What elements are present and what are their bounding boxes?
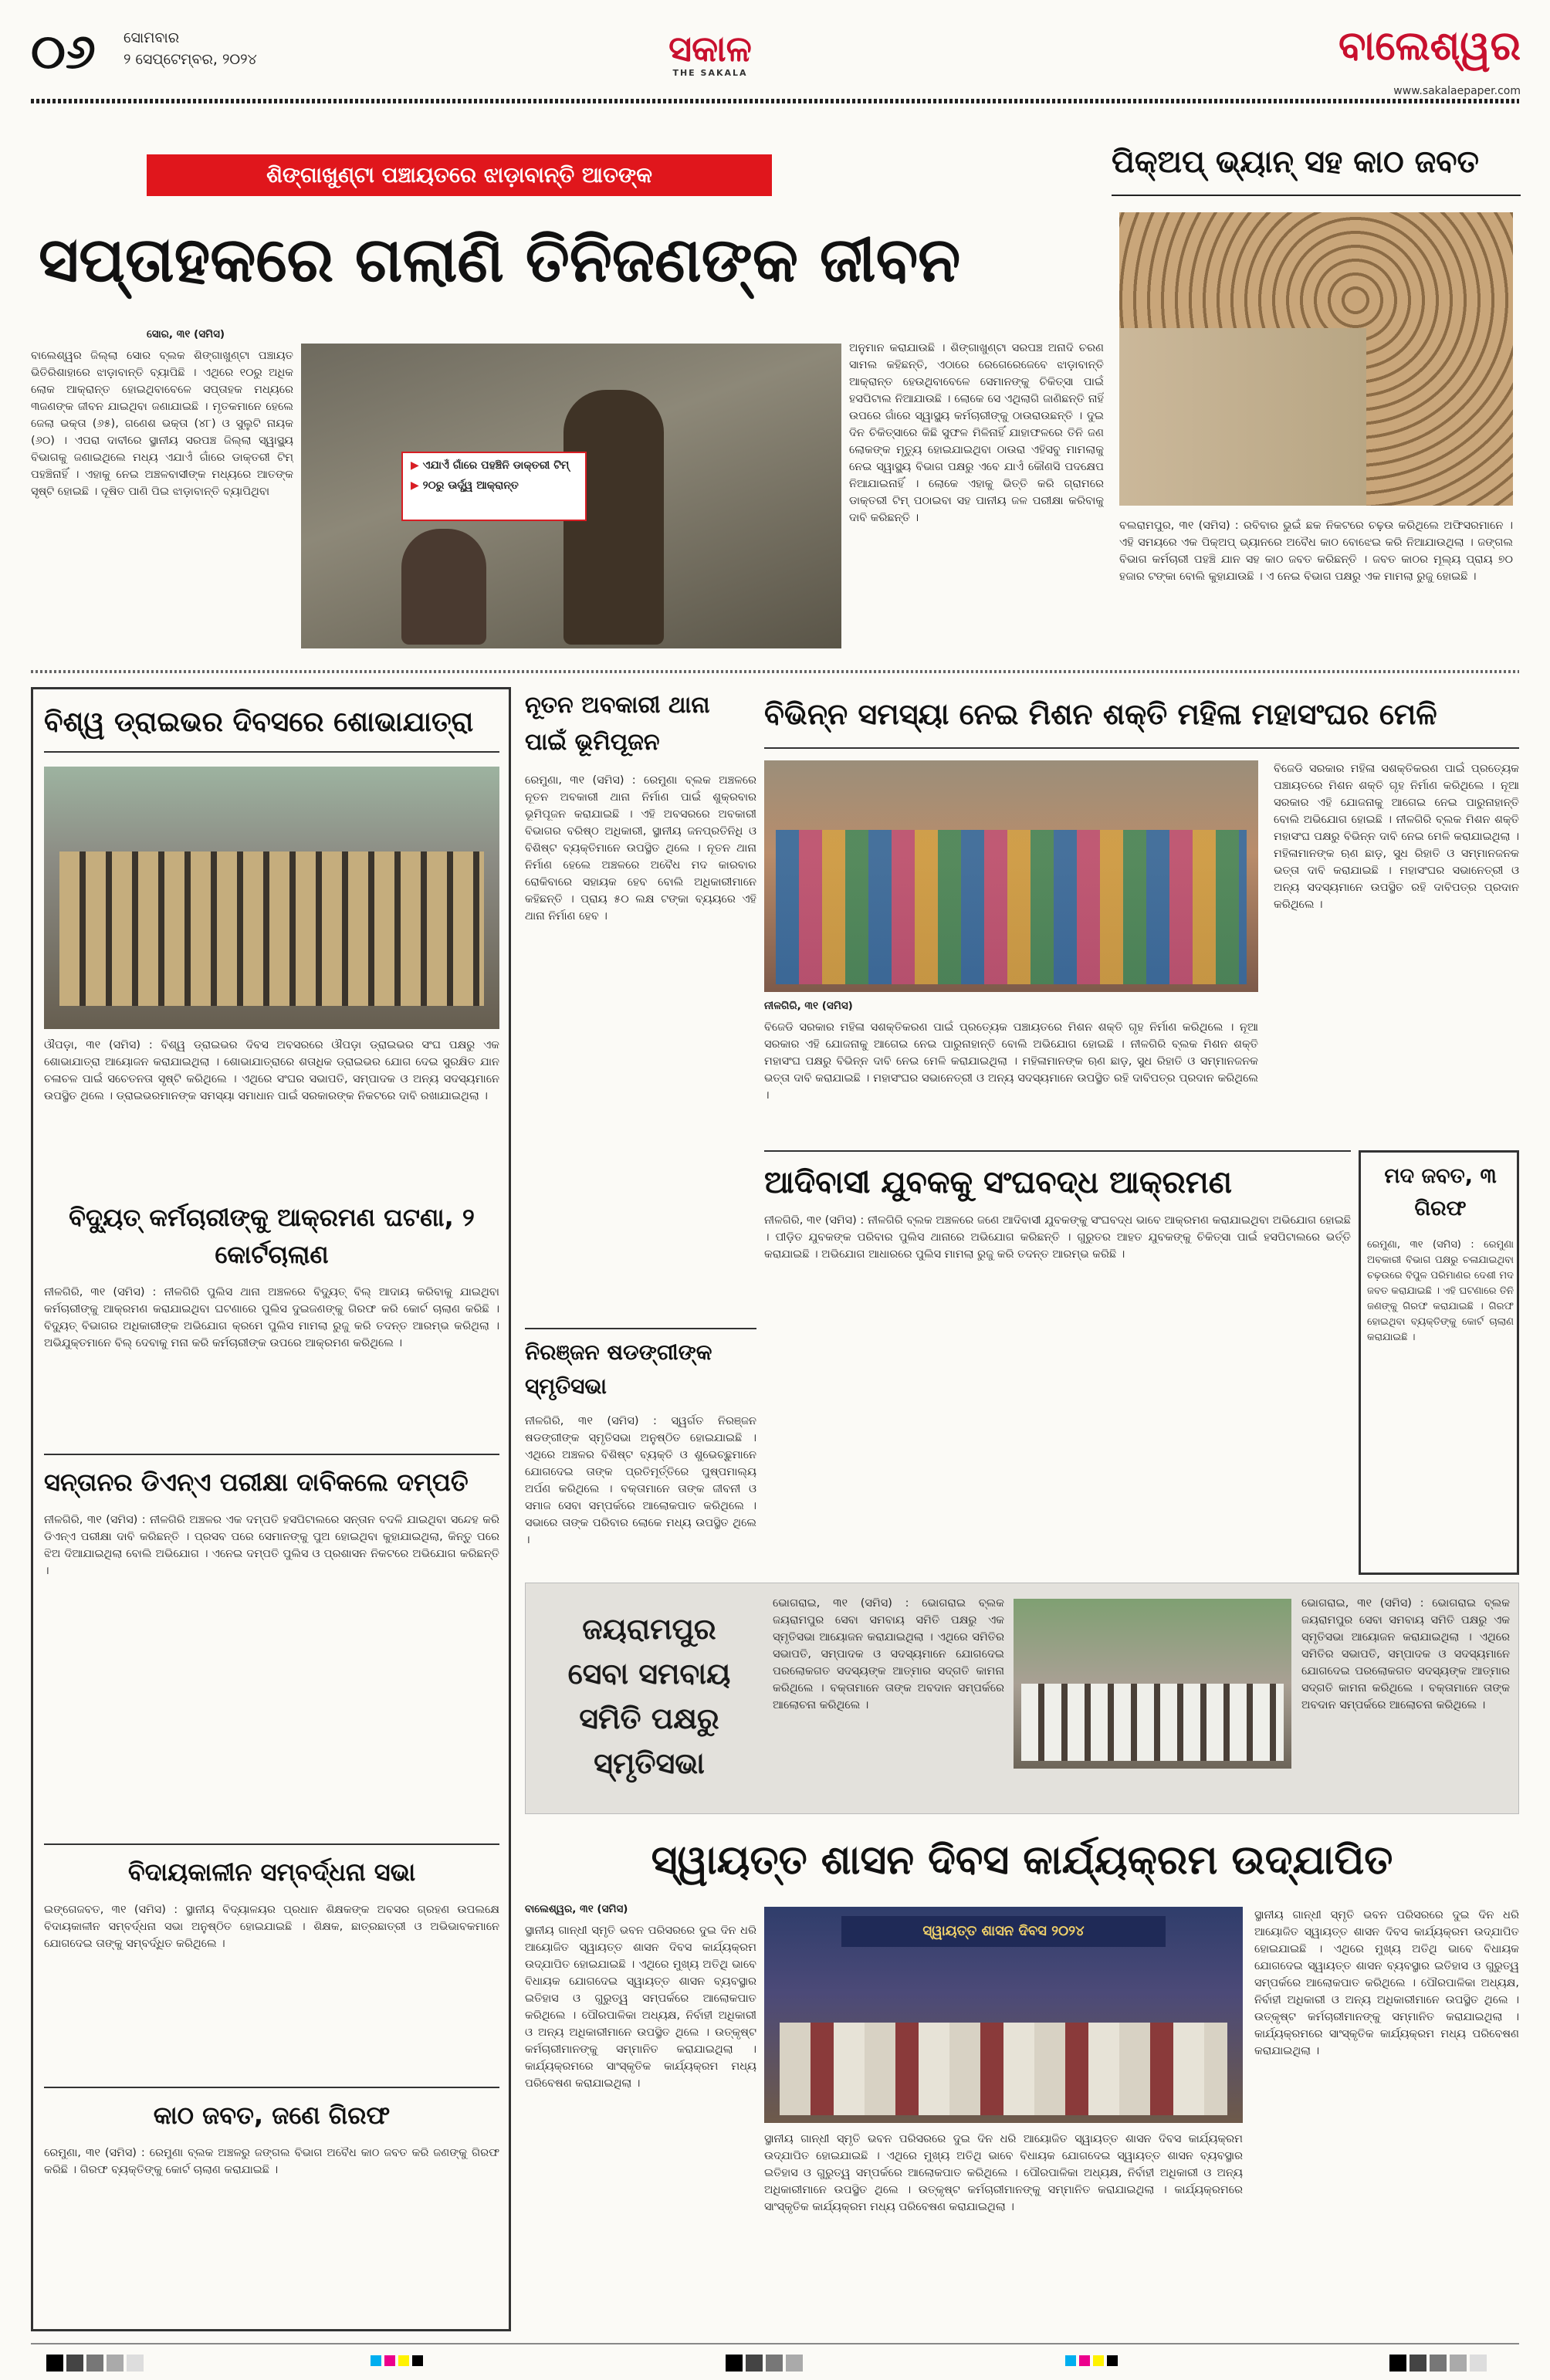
lead-body-right: ଅନୁମାନ କରାଯାଉଛି । ଶିଙ୍ଗାଖୁଣ୍ଟା ସରପଞ୍ଚ ଅନାଦି ଚରଣ ସାମଲ କହିଛନ୍ତି, ଏଠାରେ ରେଗେରେଜେବେ ଝାଡ଼ାବାନ୍ତି ଆକ୍ରାନ୍ତ ହେଉଥିବାବେଳେ ସେମାନଙ୍କୁ ଚିକିତ୍ସା ପାଇଁ ହସପିଟାଲ ନିଆଯାଉଛି । ଲୋକେ ସେ ଏଥିଲାଗି ଜାଣିଛନ୍ତି ନାହିଁ ଉପରେ ଗାଁରେ ସ୍ୱାସ୍ଥ୍ୟ କର୍ମଚାରୀଙ୍କୁ ଠାଉରାଉଛନ୍ତି । ଦୁଇ ଦିନ ଚିକିତ୍ସାରେ କିଛି ସୁଫଳ ମିଳିନାହିଁ ଯାହାଫଳରେ ତିନି ଜଣ ଲୋକଙ୍କ ମୃତ୍ୟୁ ହୋଇଯାଇଥିବା ଠାଉରା ଏହିସବୁ ମାମଲାକୁ ନେଇ ସ୍ୱାସ୍ଥ୍ୟ ବିଭାଗ ପକ୍ଷରୁ ଏବେ ଯାଏଁ କୌଣସି ପଦକ୍ଷେପ ନିଆଯାଇନାହିଁ । ଲୋକେ ଏହାକୁ ଭିତ୍ତି କରି ଗ୍ରାମରେ ଡାକ୍ତରୀ ଟିମ୍ ପଠାଇବା ସହ ପାନୀୟ ଜଳ ପରୀକ୍ଷା କରିବାକୁ ଦାବି କରିଛନ୍ତି ।	[849, 342, 1104, 524]
excise-body: ରେମୁଣା, ୩୧ (ସମିସ) : ରେମୁଣା ବ୍ଲକ ଅଞ୍ଚଳରେ ନୂତନ ଅବକାରୀ ଥାନା ନିର୍ମାଣ ପାଇଁ ଶୁକ୍ରବାର ଭୂମିପୂଜନ କରାଯାଇଛି । ଏହି ଅବସରରେ ଅବକାରୀ ବିଭାଗର ବରିଷ୍ଠ ଅଧିକାରୀ, ସ୍ଥାନୀୟ ଜନପ୍ରତିନିଧି ଓ ବିଶିଷ୍ଟ ବ୍ୟକ୍ତିମାନେ ଉପସ୍ଥିତ ଥିଲେ । ନୂତନ ଥାନା ନିର୍ମାଣ ହେଲେ ଅଞ୍ଚଳରେ ଅବୈଧ ମଦ କାରବାର ରୋକିବାରେ ସହାୟକ ହେବ ବୋଲି ଅଧିକାରୀମାନେ କହିଛନ୍ତି । ପ୍ରାୟ ୫୦ ଲକ୍ଷ ଟଙ୍କା ବ୍ୟୟରେ ଏହି ଥାନା ନିର୍ମାଣ ହେବ ।	[525, 774, 756, 923]
lead-photo	[301, 344, 841, 648]
registration-bar-right	[1389, 2355, 1490, 2375]
mission-body-side: ବିଜେଡି ସରକାର ମହିଳା ସଶକ୍ତିକରଣ ପାଇଁ ପ୍ରତ୍ୟେକ ପଞ୍ଚାୟତରେ ମିଶନ ଶକ୍ତି ଗୃହ ନିର୍ମାଣ କରିଥିଲେ । ନୂଆ ସରକାର ଏହି ଯୋଜନାକୁ ଆଗେଇ ନେଇ ପାରୁନାହାନ୍ତି ବୋଲି ଅଭିଯୋଗ ହୋଇଛି । ନୀଳଗିରି ବ୍ଲକ ମିଶନ ଶକ୍ତି ମହାସଂଘ ପକ୍ଷରୁ ବିଭିନ୍ନ ଦାବି ନେଇ ମେଳି କରାଯାଇଥିଲା । ମହିଳାମାନଙ୍କ ଋଣ ଛାଡ଼, ସୁଧ ରିହାତି ଓ ସମ୍ମାନଜନକ ଭତ୍ତା ଦାବି କରାଯାଇଛି । ମହାସଂଘର ସଭାନେତ୍ରୀ ଓ ଅନ୍ୟ ସଦସ୍ୟମାନେ ଉପସ୍ଥିତ ରହି ଦାବିପତ୍ର ପ୍ରଦାନ କରିଥିଲେ ।	[1274, 763, 1519, 911]
website-url[interactable]: www.sakalaepaper.com	[1393, 85, 1521, 97]
top-divider	[31, 670, 1519, 673]
coop-title-line1: ଜୟରାମପୁର	[582, 1612, 716, 1646]
driver-photo	[44, 767, 499, 1029]
excise-headline: ନୂତନ ଅବକାରୀ ଥାନା ପାଇଁ ଭୂମିପୂଜନ	[525, 692, 710, 756]
footer-rule	[31, 2343, 1519, 2344]
photo-bullet-box	[401, 452, 587, 521]
liquor-body: ରେମୁଣା, ୩୧ (ସମିସ) : ରେମୁଣା ଅବକାରୀ ବିଭାଗ ପକ୍ଷରୁ ଚଳାଯାଇଥିବା ଚଢ଼ଉରେ ବିପୁଳ ପରିମାଣର ଦେଶୀ ମଦ ଜବତ କରାଯାଇଛି । ଏହି ଘଟଣାରେ ତିନି ଜଣଙ୍କୁ ଗିରଫ କରାଯାଇଛି । ଗିରଫ ହୋଇଥିବା ବ୍ୟକ୍ତିଙ୍କୁ କୋର୍ଟ ଚାଲାଣ କରାଯାଇଛି ।	[1367, 1239, 1514, 1343]
niranjan-rule	[525, 1328, 756, 1329]
registration-bar-center	[726, 2355, 806, 2375]
adivasi-rule	[764, 1150, 1351, 1152]
lead-body-left: ବାଲେଶ୍ୱର ଜିଲ୍ଲା ସୋର ବ୍ଲକ ଶିଙ୍ଗାଖୁଣ୍ଟା ପଞ୍ଚାୟତ ଭିତିରିଶାହାରେ ଝାଡ଼ାବାନ୍ତି ବ୍ୟାପିଛି । ଏଥିରେ ୧୦ରୁ ଅଧିକ ଲୋକ ଆକ୍ରାନ୍ତ ହୋଇଥିବାବେଳେ ସପ୍ତାହକ ମଧ୍ୟରେ ୩ଜଣଙ୍କ ଜୀବନ ଯାଇଥିବା ଜଣାଯାଇଛି । ମୃତକମାନେ ହେଲେ ଜେଲା ଭକ୍ତା (୬୫), ଗଣେଶ ଭକ୍ତା (୪୮) ଓ ସୁଲୁଟି ନାୟକ (୬୦) । ଏପରା ଦାବୀରେ ସ୍ଥାନୀୟ ସରପଞ୍ଚ ଜିଲ୍ଲା ସ୍ୱାସ୍ଥ୍ୟ ବିଭାଗକୁ ଜଣାଇଥିଲେ ମଧ୍ୟ ଏଯାଏଁ ଗାଁରେ ଡାକ୍ତରୀ ଟିମ୍ ପହଞ୍ଚିନାହିଁ । ଏହାକୁ ନେଇ ଅଞ୍ଚଳବାସୀଙ୍କ ମଧ୍ୟରେ ଆତଙ୍କ ସୃଷ୍ଟି ହୋଇଛି । ଦୂଷିତ ପାଣି ପିଇ ଝାଡ଼ାବାନ୍ତି ବ୍ୟାପିଥିବା	[31, 350, 293, 498]
mission-story	[764, 687, 1519, 1135]
wood-headline: କାଠ ଜବତ, ଜଣେ ଗିରଫ	[153, 2101, 391, 2130]
bullet-1: ▶ ଏଯାଏଁ ଗାଁରେ ପହଞ୍ଚିନି ଡାକ୍ତରୀ ଟିମ୍	[411, 459, 570, 472]
wood-body: ରେମୁଣା, ୩୧ (ସମିସ) : ରେମୁଣା ବ୍ଲକ ଅଞ୍ଚଳରୁ ଜଙ୍ଗଲ ବିଭାଗ ଅବୈଧ କାଠ ଜବତ କରି ଜଣଙ୍କୁ ଗିରଫ କରିଛି । ଗିରଫ ବ୍ୟକ୍ତିଙ୍କୁ କୋର୍ଟ ଚାଲାଣ କରାଯାଇଛି ।	[44, 2147, 499, 2176]
selfgov-body-left: ସ୍ଥାନୀୟ ଗାନ୍ଧୀ ସ୍ମୃତି ଭବନ ପରିସରରେ ଦୁଇ ଦିନ ଧରି ଆୟୋଜିତ ସ୍ୱାୟତ୍ତ ଶାସନ ଦିବସ କାର୍ଯ୍ୟକ୍ରମ ଉଦ୍‌ଯାପିତ ହୋଇଯାଇଛି । ଏଥିରେ ମୁଖ୍ୟ ଅତିଥି ଭାବେ ବିଧାୟକ ଯୋଗଦେଇ ସ୍ୱାୟତ୍ତ ଶାସନ ବ୍ୟବସ୍ଥାର ଇତିହାସ ଓ ଗୁରୁତ୍ୱ ସମ୍ପର୍କରେ ଆଲୋକପାତ କରିଥିଲେ । ପୌରପାଳିକା ଅଧ୍ୟକ୍ଷ, ନିର୍ବାହୀ ଅଧିକାରୀ ଓ ଅନ୍ୟ ଅଧିକାରୀମାନେ ଉପସ୍ଥିତ ଥିଲେ । ଉତ୍କୃଷ୍ଟ କର୍ମଚାରୀମାନଙ୍କୁ ସମ୍ମାନିତ କରାଯାଇଥିଲା । କାର୍ଯ୍ୟକ୍ରମରେ ସାଂସ୍କୃତିକ କାର୍ଯ୍ୟକ୍ରମ ମଧ୍ୟ ପରିବେଷଣ କରାଯାଇଥିଲା ।	[525, 1925, 756, 2090]
adivasi-story	[764, 1150, 1351, 1567]
dna-body: ନୀଳଗିରି, ୩୧ (ସମିସ) : ନୀଳଗିରି ଅଞ୍ଚଳର ଏକ ଦମ୍ପତି ହସପିଟାଲରେ ସନ୍ତାନ ବଦଳି ଯାଇଥିବା ସନ୍ଦେହ କରି ଡିଏନ୍‌ଏ ପରୀକ୍ଷା ଦାବି କରିଛନ୍ତି । ପ୍ରସବ ପରେ ସେମାନଙ୍କୁ ପୁଅ ହୋଇଥିବା କୁହାଯାଇଥିଲା, କିନ୍ତୁ ପରେ ଝିଅ ଦିଆଯାଇଥିଲା ବୋଲି ଅଭିଯୋଗ । ଏନେଇ ଦମ୍ପତି ପୁଲିସ ଓ ପ୍ରଶାସନ ନିକଟରେ ଅଭିଯୋଗ କରିଛନ୍ତି ।	[44, 1514, 499, 1577]
dna-rule	[44, 1454, 499, 1455]
selfgov-headline: ସ୍ୱାୟତ୍ତ ଶାସନ ଦିବସ କାର୍ଯ୍ୟକ୍ରମ ଉଦ୍‌ଯାପିତ	[651, 1837, 1393, 1884]
liquor-box	[1359, 1150, 1519, 1575]
farewell-headline: ବିଦାୟକାଳୀନ ସମ୍ବର୍ଦ୍ଧନା ସଭା	[127, 1857, 416, 1887]
electric-headline: ବିଦ୍ୟୁତ୍ କର୍ମଚାରୀଙ୍କୁ ଆକ୍ରମଣ ଘଟଣା, ୨ କୋର୍ଟଚାଲାଣ	[69, 1203, 475, 1269]
photo-women	[776, 830, 1247, 984]
selfgov-banner	[841, 1916, 1166, 1947]
dna-headline: ସନ୍ତାନର ଡିଏନ୍‌ଏ ପରୀକ୍ଷା ଦାବିକଲେ ଦମ୍ପତି	[44, 1468, 469, 1497]
pickup-photo	[1119, 212, 1513, 506]
liquor-headline: ମଦ ଜବତ, ୩ ଗିରଫ	[1384, 1164, 1497, 1220]
coop-title-line4: ସ୍ମୃତିସଭା	[594, 1746, 705, 1780]
farewell-body: ଇଙ୍ଗେଜବତ, ୩୧ (ସମିସ) : ସ୍ଥାନୀୟ ବିଦ୍ୟାଳୟର ପ୍ରଧାନ ଶିକ୍ଷକଙ୍କ ଅବସର ଗ୍ରହଣ ଉପଲକ୍ଷେ ବିଦାୟକାଳୀନ ସମ୍ବର୍ଦ୍ଧନା ସଭା ଅନୁଷ୍ଠିତ ହୋଇଯାଇଛି । ଶିକ୍ଷକ, ଛାତ୍ରଛାତ୍ରୀ ଓ ଅଭିଭାବକମାନେ ଯୋଗଦେଇ ତାଙ୍କୁ ସମ୍ବର୍ଦ୍ଧିତ କରିଥିଲେ ।	[44, 1904, 499, 1950]
lead-kicker	[147, 154, 772, 196]
photo-stage	[780, 2023, 1227, 2115]
photo-figure-woman	[401, 529, 486, 645]
registration-bar-left	[46, 2355, 147, 2375]
selfgov-photo	[764, 1907, 1243, 2123]
driver-body: ଔପଡ଼ା, ୩୧ (ସମିସ) : ବିଶ୍ୱ ଡ୍ରାଇଭର ଦିବସ ଅବସରରେ ଔପଡ଼ା ଡ୍ରାଇଭର ସଂଘ ପକ୍ଷରୁ ଏକ ଶୋଭାଯାତ୍ରା ଆୟୋଜନ କରାଯାଇଥିଲା । ଶୋଭାଯାତ୍ରାରେ ଶତାଧିକ ଡ୍ରାଇଭର ଯୋଗ ଦେଇ ସୁରକ୍ଷିତ ଯାନ ଚଳାଚଳ ପାଇଁ ସଚେତନତା ସୃଷ୍ଟି କରିଥିଲେ । ଏଥିରେ ସଂଘର ସଭାପତି, ସମ୍ପାଦକ ଓ ଅନ୍ୟ ସଦସ୍ୟମାନେ ଉପସ୍ଥିତ ଥିଲେ । ଡ୍ରାଇଭରମାନଙ୍କ ସମସ୍ୟା ସମାଧାନ ପାଇଁ ସରକାରଙ୍କ ନିକଟରେ ଦାବି ରଖାଯାଇଥିଲା ।	[44, 1039, 499, 1102]
pickup-headline: ପିକ୍‌ଅପ୍ ଭ୍ୟାନ୍ ସହ କାଠ ଜବତ	[1112, 144, 1480, 180]
cooperative-box	[525, 1583, 1519, 1814]
excise-story	[525, 687, 756, 1567]
lead-dateline: ସୋର, ୩୧ (ସମିସ)	[147, 328, 225, 340]
lead-headline: ସପ୍ତାହକରେ ଗଲାଣି ତିନିଜଣଙ୍କ ଜୀବନ	[39, 224, 961, 296]
pickup-body: ବଲରାମପୁର, ୩୧ (ସମିସ) : ରବିବାର ଭୁଇଁ ଛକ ନିକଟରେ ଚଢ଼ଉ କରିଥିଲେ ଅଫିସରମାନେ । ଏହି ସମୟରେ ଏକ ପିକ୍‌ଅପ୍ ଭ୍ୟାନରେ ଅବୈଧ କାଠ ବୋଝେଇ କରି ନିଆଯାଉଥିଲା । ଜଙ୍ଗଲ ବିଭାଗ କର୍ମଚାରୀ ପହଞ୍ଚି ଯାନ ସହ କାଠ ଜବତ କରିଛନ୍ତି । ଜବତ କାଠର ମୂଲ୍ୟ ପ୍ରାୟ ୭୦ ହଜାର ଟଙ୍କା ବୋଲି କୁହାଯାଉଛି । ଏ ନେଇ ବିଭାଗ ପକ୍ଷରୁ ଏକ ମାମଲା ରୁଜୁ ହୋଇଛି ।	[1119, 520, 1513, 583]
bullet-1-text: ଏଯାଏଁ ଗାଁରେ ପହଞ୍ଚିନି ଡାକ୍ତରୀ ଟିମ୍	[422, 459, 570, 472]
masthead-rule	[31, 99, 1519, 103]
selfgov-body-right: ସ୍ଥାନୀୟ ଗାନ୍ଧୀ ସ୍ମୃତି ଭବନ ପରିସରରେ ଦୁଇ ଦିନ ଧରି ଆୟୋଜିତ ସ୍ୱାୟତ୍ତ ଶାସନ ଦିବସ କାର୍ଯ୍ୟକ୍ରମ ଉଦ୍‌ଯାପିତ ହୋଇଯାଇଛି । ଏଥିରେ ମୁଖ୍ୟ ଅତିଥି ଭାବେ ବିଧାୟକ ଯୋଗଦେଇ ସ୍ୱାୟତ୍ତ ଶାସନ ବ୍ୟବସ୍ଥାର ଇତିହାସ ଓ ଗୁରୁତ୍ୱ ସମ୍ପର୍କରେ ଆଲୋକପାତ କରିଥିଲେ । ପୌରପାଳିକା ଅଧ୍ୟକ୍ଷ, ନିର୍ବାହୀ ଅଧିକାରୀ ଓ ଅନ୍ୟ ଅଧିକାରୀମାନେ ଉପସ୍ଥିତ ଥିଲେ । ଉତ୍କୃଷ୍ଟ କର୍ମଚାରୀମାନଙ୍କୁ ସମ୍ମାନିତ କରାଯାଇଥିଲା । କାର୍ଯ୍ୟକ୍ରମରେ ସାଂସ୍କୃତିକ କାର୍ଯ୍ୟକ୍ରମ ମଧ୍ୟ ପରିବେଷଣ କରାଯାଇଥିଲା ।	[1254, 1909, 1519, 2057]
page-number: ୦୬	[31, 23, 96, 80]
cooperative-photo	[1014, 1599, 1291, 1769]
adivasi-body: ନୀଳଗିରି, ୩୧ (ସମିସ) : ନୀଳଗିରି ବ୍ଲକ ଅଞ୍ଚଳରେ ଜଣେ ଆଦିବାସୀ ଯୁବକଙ୍କୁ ସଂଘବଦ୍ଧ ଭାବେ ଆକ୍ରମଣ କରାଯାଇଥିବା ଅଭିଯୋଗ ହୋଇଛି । ପୀଡ଼ିତ ଯୁବକଙ୍କ ପରିବାର ପୁଲିସ ଥାନାରେ ଅଭିଯୋଗ କରିଛନ୍ତି । ଗୁରୁତର ଆହତ ଯୁବକଙ୍କୁ ଚିକିତ୍ସା ପାଇଁ ହସପିଟାଲରେ ଭର୍ତ୍ତି କରାଯାଇଛି । ଅଭିଯୋଗ ଆଧାରରେ ପୁଲିସ ମାମଲା ରୁଜୁ କରି ତଦନ୍ତ ଆରମ୍ଭ କରିଛି ।	[764, 1214, 1351, 1261]
mission-dateline: ନୀଳଗିରି, ୩୧ (ସମିସ)	[764, 1000, 853, 1012]
coop-title-line3: ସମିତି ପକ୍ଷରୁ	[579, 1701, 719, 1735]
electric-body: ନୀଳଗିରି, ୩୧ (ସମିସ) : ନୀଳଗିରି ପୁଲିସ ଥାନା ଅଞ୍ଚଳରେ ବିଦ୍ୟୁତ୍ ବିଲ୍ ଆଦାୟ କରିବାକୁ ଯାଇଥିବା କର୍ମଚାରୀଙ୍କୁ ଆକ୍ରମଣ କରାଯାଇଥିବା ଘଟଣାରେ ପୁଲିସ ଦୁଇଜଣଙ୍କୁ ଗିରଫ କରି କୋର୍ଟ ଚାଲାଣ କରିଛି । ବିଦ୍ୟୁତ୍ ବିଭାଗର ଅଧିକାରୀଙ୍କ ଅଭିଯୋଗ କ୍ରମେ ପୁଲିସ ମାମଲା ରୁଜୁ କରି ତଦନ୍ତ ଆରମ୍ଭ କରିଥିଲା । ଅଭିଯୁକ୍ତମାନେ ବିଲ୍ ଦେବାକୁ ମନା କରି କର୍ମଚାରୀଙ୍କ ଉପରେ ଆକ୍ରମଣ କରିଥିଲେ ।	[44, 1286, 499, 1349]
edition-name: ବାଲେଶ୍ୱର	[1338, 23, 1521, 69]
bullet-2: ▶ ୨୦ରୁ ଊର୍ଦ୍ଧ୍ୱ ଆକ୍ରାନ୍ତ	[411, 479, 519, 492]
coop-title-line2: ସେବା ସମବାୟ	[567, 1657, 731, 1691]
masthead	[0, 0, 1550, 104]
mission-body: ବିଜେଡି ସରକାର ମହିଳା ସଶକ୍ତିକରଣ ପାଇଁ ପ୍ରତ୍ୟେକ ପଞ୍ଚାୟତରେ ମିଶନ ଶକ୍ତି ଗୃହ ନିର୍ମାଣ କରିଥିଲେ । ନୂଆ ସରକାର ଏହି ଯୋଜନାକୁ ଆଗେଇ ନେଇ ପାରୁନାହାନ୍ତି ବୋଲି ଅଭିଯୋଗ ହୋଇଛି । ନୀଳଗିରି ବ୍ଲକ ମିଶନ ଶକ୍ତି ମହାସଂଘ ପକ୍ଷରୁ ବିଭିନ୍ନ ଦାବି ନେଇ ମେଳି କରାଯାଇଥିଲା । ମହିଳାମାନଙ୍କ ଋଣ ଛାଡ଼, ସୁଧ ରିହାତି ଓ ସମ୍ମାନଜନକ ଭତ୍ତା ଦାବି କରାଯାଇଛି । ମହାସଂଘର ସଭାନେତ୍ରୀ ଓ ଅନ୍ୟ ସଦସ୍ୟମାନେ ଉପସ୍ଥିତ ରହି ଦାବିପତ୍ର ପ୍ରଦାନ କରିଥିଲେ ।	[764, 1021, 1258, 1102]
bullet-2-text: ୨୦ରୁ ଊର୍ଦ୍ଧ୍ୱ ଆକ୍ରାନ୍ତ	[422, 479, 519, 492]
niranjan-body: ନୀଳଗିରି, ୩୧ (ସମିସ) : ସ୍ୱର୍ଗତ ନିରଞ୍ଜନ ଷଡଙ୍ଗୀଙ୍କ ସ୍ମୃତିସଭା ଅନୁଷ୍ଠିତ ହୋଇଯାଇଛି । ଏଥିରେ ଅଞ୍ଚଳର ବିଶିଷ୍ଟ ବ୍ୟକ୍ତି ଓ ଶୁଭେଚ୍ଛୁମାନେ ଯୋଗଦେଇ ତାଙ୍କ ପ୍ରତିମୂର୍ତ୍ତିରେ ପୁଷ୍ପମାଲ୍ୟ ଅର୍ପଣ କରିଥିଲେ । ବକ୍ତାମାନେ ତାଙ୍କ ଜୀବନୀ ଓ ସମାଜ ସେବା ସମ୍ପର୍କରେ ଆଲୋକପାତ କରିଥିଲେ । ସଭାରେ ତାଙ୍କ ପରିବାର ଲୋକେ ମଧ୍ୟ ଉପସ୍ଥିତ ଥିଲେ ।	[525, 1415, 756, 1546]
pickup-rule	[1112, 195, 1521, 196]
cooperative-body-right: ଭୋଗରାଇ, ୩୧ (ସମିସ) : ଭୋଗରାଇ ବ୍ଲକ ଜୟରାମପୁର ସେବା ସମବାୟ ସମିତି ପକ୍ଷରୁ ଏକ ସ୍ମୃତିସଭା ଆୟୋଜନ କରାଯାଇଥିଲା । ଏଥିରେ ସମିତିର ସଭାପତି, ସମ୍ପାଦକ ଓ ସଦସ୍ୟମାନେ ଯୋଗଦେଇ ପରଲୋକଗତ ସଦସ୍ୟଙ୍କ ଆତ୍ମାର ସଦ୍‌ଗତି କାମନା କରିଥିଲେ । ବକ୍ତାମାନେ ତାଙ୍କ ଅବଦାନ ସମ୍ପର୍କରେ ଆଲୋଚନା କରିଥିଲେ ।	[1301, 1597, 1510, 1711]
photo-officers	[1119, 328, 1366, 506]
cooperative-body-left: ଭୋଗରାଇ, ୩୧ (ସମିସ) : ଭୋଗରାଇ ବ୍ଲକ ଜୟରାମପୁର ସେବା ସମବାୟ ସମିତି ପକ୍ଷରୁ ଏକ ସ୍ମୃତିସଭା ଆୟୋଜନ କରାଯାଇଥିଲା । ଏଥିରେ ସମିତିର ସଭାପତି, ସମ୍ପାଦକ ଓ ସଦସ୍ୟମାନେ ଯୋଗଦେଇ ପରଲୋକଗତ ସଦସ୍ୟଙ୍କ ଆତ୍ମାର ସଦ୍‌ଗତି କାମନା କରିଥିଲେ । ବକ୍ତାମାନେ ତାଙ୍କ ଅବଦାନ ସମ୍ପର୍କରେ ଆଲୋଚନା କରିଥିଲେ ।	[773, 1597, 1004, 1711]
electric-headline-wrap	[44, 1199, 499, 1273]
selfgov-body-mid: ସ୍ଥାନୀୟ ଗାନ୍ଧୀ ସ୍ମୃତି ଭବନ ପରିସରରେ ଦୁଇ ଦିନ ଧରି ଆୟୋଜିତ ସ୍ୱାୟତ୍ତ ଶାସନ ଦିବସ କାର୍ଯ୍ୟକ୍ରମ ଉଦ୍‌ଯାପିତ ହୋଇଯାଇଛି । ଏଥିରେ ମୁଖ୍ୟ ଅତିଥି ଭାବେ ବିଧାୟକ ଯୋଗଦେଇ ସ୍ୱାୟତ୍ତ ଶାସନ ବ୍ୟବସ୍ଥାର ଇତିହାସ ଓ ଗୁରୁତ୍ୱ ସମ୍ପର୍କରେ ଆଲୋକପାତ କରିଥିଲେ । ପୌରପାଳିକା ଅଧ୍ୟକ୍ଷ, ନିର୍ବାହୀ ଅଧିକାରୀ ଓ ଅନ୍ୟ ଅଧିକାରୀମାନେ ଉପସ୍ଥିତ ଥିଲେ । ଉତ୍କୃଷ୍ଟ କର୍ମଚାରୀମାନଙ୍କୁ ସମ୍ମାନିତ କରାଯାଇଥିଲା । କାର୍ଯ୍ୟକ୍ରମରେ ସାଂସ୍କୃତିକ କାର୍ଯ୍ୟକ୍ରମ ମଧ୍ୟ ପରିବେଷଣ କରାଯାଇଥିଲା ।	[764, 2133, 1243, 2213]
paper-name: ସକାଳ	[668, 28, 752, 69]
masthead-date: ୨ ସେପ୍ଟେମ୍ବର, ୨୦୨୪	[124, 51, 257, 68]
photo-meeting	[1021, 1684, 1284, 1761]
wood-rule	[44, 2087, 499, 2088]
mission-photo	[764, 760, 1258, 992]
lead-kicker-text: ଶିଙ୍ଗାଖୁଣ୍ଟା ପଞ୍ଚାୟତରେ ଝାଡ଼ାବାନ୍ତି ଆତଙ୍କ	[266, 162, 652, 188]
paper-logo	[618, 29, 803, 78]
mission-rule	[764, 747, 1519, 749]
niranjan-headline: ନିରଞ୍ଜନ ଷଡଙ୍ଗୀଙ୍କ ସ୍ମୃତିସଭା	[525, 1339, 712, 1399]
paper-subname: THE SAKALA	[672, 68, 748, 78]
adivasi-headline: ଆଦିବାସୀ ଯୁବକକୁ ସଂଘବଦ୍ଧ ଆକ୍ରମଣ	[764, 1165, 1232, 1200]
mission-headline: ବିଭିନ୍ନ ସମସ୍ୟା ନେଇ ମିଶନ ଶକ୍ତି ମହିଳା ମହାସଂଘର ମେଳି	[764, 697, 1437, 731]
cooperative-title	[541, 1606, 757, 1786]
farewell-rule	[44, 1843, 499, 1845]
driver-rule	[44, 751, 499, 753]
lead-story	[31, 116, 1104, 656]
photo-crowd	[59, 851, 484, 1006]
selfgov-dateline: ବାଲେଶ୍ୱର, ୩୧ (ସମିସ)	[525, 1903, 628, 1915]
selfgov-banner-text: ସ୍ୱାୟତ୍ତ ଶାସନ ଦିବସ ୨୦୨୪	[922, 1923, 1085, 1939]
pickup-story	[1112, 139, 1521, 656]
registration-bar-center-right	[1065, 2355, 1121, 2369]
registration-bar-center-left	[371, 2355, 426, 2369]
masthead-day: ସୋମବାର	[124, 29, 180, 46]
left-column-box	[31, 687, 511, 2331]
driver-headline: ବିଶ୍ୱ ଡ୍ରାଇଭର ଦିବସରେ ଶୋଭାଯାତ୍ରା	[44, 706, 474, 738]
selfgov-story	[525, 1830, 1519, 2331]
